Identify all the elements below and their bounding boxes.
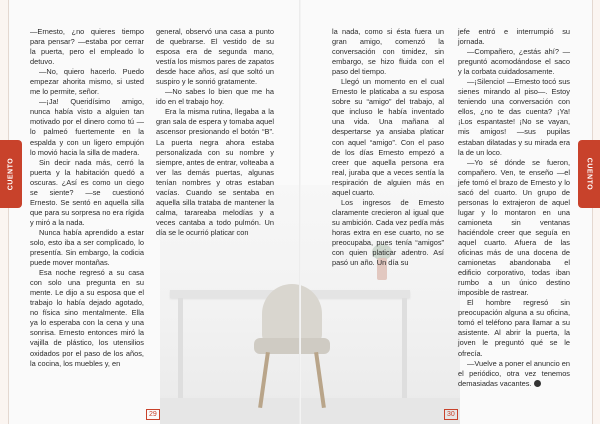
page-number-left: 29 [146,409,160,420]
paragraph: —Ernesto, ¿no quieres tiempo para pensar? —estaba por cerrar la puerta, pero el empleado lo detuvo. [30,27,144,67]
paragraph: —No sabes lo bien que me ha ido en el trabajo hoy. [156,87,274,107]
paragraph: —Compañero, ¿estás ahí? —preguntó acomodándose el saco y la corbata cuidadosamente. [458,47,570,77]
text-column-4 [458,27,570,389]
paragraph: general, observó una casa a punto de quebrarse. El vestido de su esposa era de segunda mano, vestía los mismos pares de zapatos desde hace años, así que soltó un suspiro y le sonrió gratamente. [156,27,274,87]
section-tab-left [0,140,22,208]
paragraph: El hombre regresó sin preocupación alguna a su oficina, tomó el teléfono para llamar a su asistente. Al abrir la puerta, la joven le preguntó qué se le ofrecía. [458,298,570,358]
paragraph: la nada, como si ésta fuera un gran amigo, comenzó la conversación con timidez, sin embargo, se hizo fluida con el paso del tiempo. [332,27,444,77]
text-column-1 [30,27,144,369]
paragraph-final [458,359,570,389]
paragraph: Esa noche regresó a su casa con solo una pregunta en su mente. Le dijo a su esposa que el trabajo lo había dejado agotado, no física sino mentalmente. Ella ya lo esperaba con la cena y una sonrisa. Ernesto entonces miró la vajilla de plástico, los utensilios oxidados por el paso de los años, la cocina, los muebles y, en [30,268,144,368]
page-edge-right [592,0,600,424]
page-gutter [299,0,301,424]
paragraph: —¡Ja! Queridísimo amigo, nunca había visto a alguien tan motivado por el dinero como tú —lo palmeó fuertemente en la espalda y con un ligero empujón lo movió hacia la silla de madera. [30,97,144,157]
paragraph: Sin decir nada más, cerró la puerta y la habitación quedó a oscuras. ¿Así es como un ciego se siente? —se cuestionó Ernesto. Se sentó en aquella silla que para su sorpresa no era rígida y miró a la nada. [30,157,144,227]
desk-leg [178,298,183,398]
paragraph: —¡Silencio! —Ernesto tocó sus sienes mirando al piso—. Estoy teniendo una conversación con ellos, ¿no te das cuenta? ¡Ya! ¡Los espantaste! ¡No se vayan, mis amigos! —sus pupilas estaban dilatadas y su mirada era la de un loco. [458,77,570,157]
text-column-2 [156,27,274,238]
final-line: —Vuelve a poner el anuncio en el periódico, otra vez tenemos demasiadas vacantes. [458,358,570,388]
end-mark-icon [534,380,541,387]
paragraph: —No, quiero hacerlo. Puedo empezar ahorita mismo, si usted me lo permite, señor. [30,67,144,97]
section-tab-right [578,140,600,208]
paragraph: Los ingresos de Ernesto claramente crecieron al igual que su ambición. Cada vez pedía más horas extra en ese cuarto, no se preocupaba, pues tenía “amigos” con quien platicar adentro. Así pasó un año. Un día su [332,197,444,268]
paragraph: Nunca había aprendido a estar solo, esto iba a ser complicado, lo presentía. Sin embargo, la codicia puede mover montañas. [30,227,144,268]
paragraph: Llegó un momento en el cual Ernesto le platicaba a su esposa sobre su “amigo” del trabajo, al que incluso le había inventado una vida. Una mañana al despertarse ya ansiaba platicar con aquel “amigo”. Con el paso de los días Ernesto empezó a creer que aquella persona era real, juraba que a veces sentía la respiración de alguien más en aquel cuarto. [332,77,444,197]
paragraph: Era la misma rutina, llegaba a la gran sala de espera y tomaba aquel ascensor presionando el botón “B”. La puerta negra ahora estaba personalizada con su nombre y siempre, antes de entrar, volteaba a ver las demás puertas, algunas tenían nombres y otras estaban vacías. Cuando se sentaba en aquella silla trataba de mantener la calma, tarareaba melodías y a veces cantaba a todo pulmón. Un día se le ocurrió platicar con [156,107,274,237]
desk-leg [402,298,407,398]
paragraph: —Yo sé dónde se fueron, compañero. Ven, te enseño —el jefe tomó el brazo de Ernesto y lo sacó del cuarto. Un grupo de personas lo extrajeron de aquel lugar y lo montaron en una camioneta sin ventanas haciéndole creer que seguía en aquel cuarto. Afuera de las oficinas más de una docena de camionetas abandonaba el edificio corporativo, todas iban rumbo a un único destino imposible de rastrear. [458,157,570,298]
section-tab-label: CUENTO [7,157,15,191]
page-edge-left [0,0,9,424]
page-number-right: 30 [444,409,458,420]
chair-back [262,284,322,344]
text-column-3 [332,27,444,268]
photo-floor [160,398,460,424]
section-tab-label: CUENTO [585,157,593,191]
paragraph: jefe entró e interrumpió su jornada. [458,27,570,47]
